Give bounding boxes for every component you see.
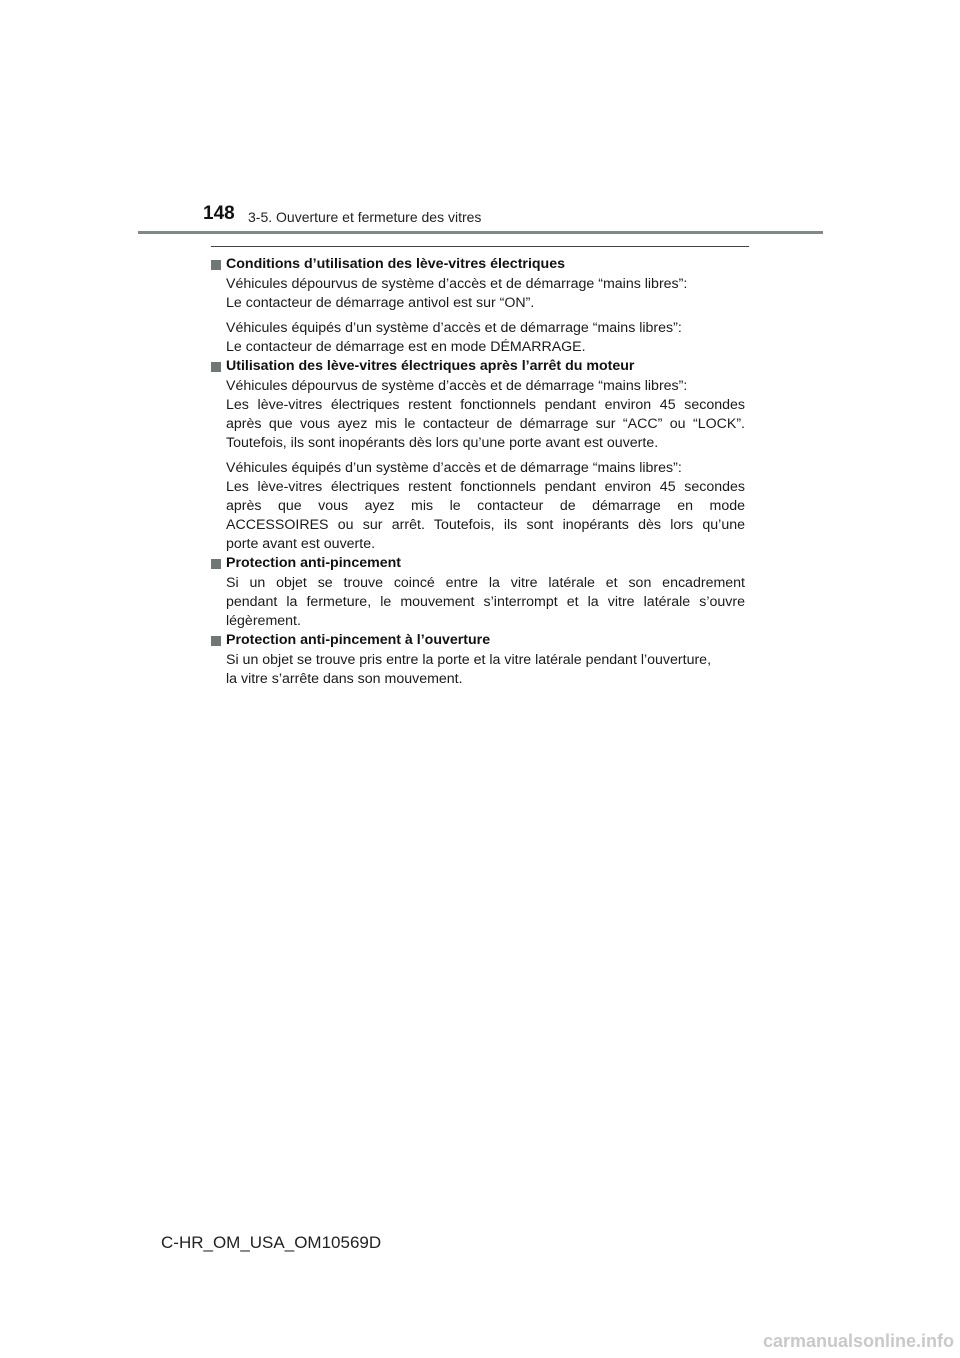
- text-line: Véhicules équipés d’un système d’accès et de démarrage “mains libres”:: [226, 320, 682, 336]
- paragraph: [226, 459, 745, 554]
- square-bullet-icon: [211, 636, 221, 646]
- paragraph: [226, 275, 745, 313]
- square-bullet-icon: [211, 559, 221, 569]
- square-bullet-icon: [211, 260, 221, 270]
- text-line: Véhicules dépourvus de système d’accès et de démarrage “mains libres”:: [226, 378, 688, 394]
- document-id: C-HR_OM_USA_OM10569D: [161, 1233, 382, 1252]
- section-heading: [211, 631, 745, 650]
- text-line: pendant la fermeture, le mouvement s’interrompt et la vitre latérale s’ouvre: [226, 594, 745, 610]
- manual-content: [211, 255, 745, 689]
- section-heading: [211, 357, 745, 376]
- text-line: Le contacteur de démarrage antivol est sur “ON”.: [226, 295, 535, 311]
- text-line: Les lève-vitres électriques restent fonctionnels pendant environ 45 secondes: [226, 397, 745, 413]
- text-line: la vitre s’arrête dans son mouvement.: [226, 671, 463, 687]
- text-line: après que vous ayez mis le contacteur de démarrage sur “ACC” ou “LOCK”.: [226, 416, 745, 432]
- section-anti-pinch-opening: [211, 631, 745, 689]
- text-line: Les lève-vitres électriques restent fonctionnels pendant environ 45 secondes: [226, 479, 745, 495]
- header-divider: [138, 231, 823, 234]
- section-title: 3-5. Ouverture et fermeture des vitres: [248, 209, 482, 225]
- page-header: [0, 0, 960, 240]
- section-heading: [211, 255, 745, 274]
- content-divider: [211, 246, 749, 247]
- text-line: après que vous ayez mis le contacteur de démarrage en mode: [226, 498, 745, 514]
- text-line: ACCESSOIRES ou sur arrêt. Toutefois, ils sont inopérants dès lors qu’une: [226, 517, 745, 533]
- text-line: Si un objet se trouve coincé entre la vitre latérale et son encadrement: [226, 575, 745, 591]
- text-line: porte avant est ouverte.: [226, 536, 376, 552]
- watermark: carmanualsonline.info: [762, 1331, 954, 1351]
- page-number: 148: [203, 203, 235, 224]
- square-bullet-icon: [211, 362, 221, 372]
- text-line: Si un objet se trouve pris entre la porte et la vitre latérale pendant l’ouverture,: [226, 652, 712, 668]
- section-heading-text: Protection anti-pincement à l’ouverture: [226, 632, 491, 648]
- section-heading: [211, 554, 745, 573]
- text-line: Véhicules dépourvus de système d’accès et de démarrage “mains libres”:: [226, 276, 688, 292]
- section-heading-text: Conditions d’utilisation des lève-vitres électriques: [226, 256, 566, 272]
- section-heading-text: Utilisation des lève-vitres électriques après l’arrêt du moteur: [226, 358, 635, 374]
- section-anti-pinch: [211, 554, 745, 631]
- text-line: légèrement.: [226, 613, 301, 629]
- paragraph: [226, 377, 745, 453]
- paragraph: [226, 574, 745, 631]
- text-line: Véhicules équipés d’un système d’accès et de démarrage “mains libres”:: [226, 460, 682, 476]
- paragraph: [226, 319, 745, 357]
- text-line: Toutefois, ils sont inopérants dès lors qu’une porte avant est ouverte.: [226, 435, 659, 451]
- text-line: Le contacteur de démarrage est en mode DÉMARRAGE.: [226, 339, 586, 355]
- section-conditions: [211, 255, 745, 357]
- section-heading-text: Protection anti-pincement: [226, 555, 401, 571]
- section-after-engine-stop: [211, 357, 745, 554]
- paragraph: [226, 651, 745, 689]
